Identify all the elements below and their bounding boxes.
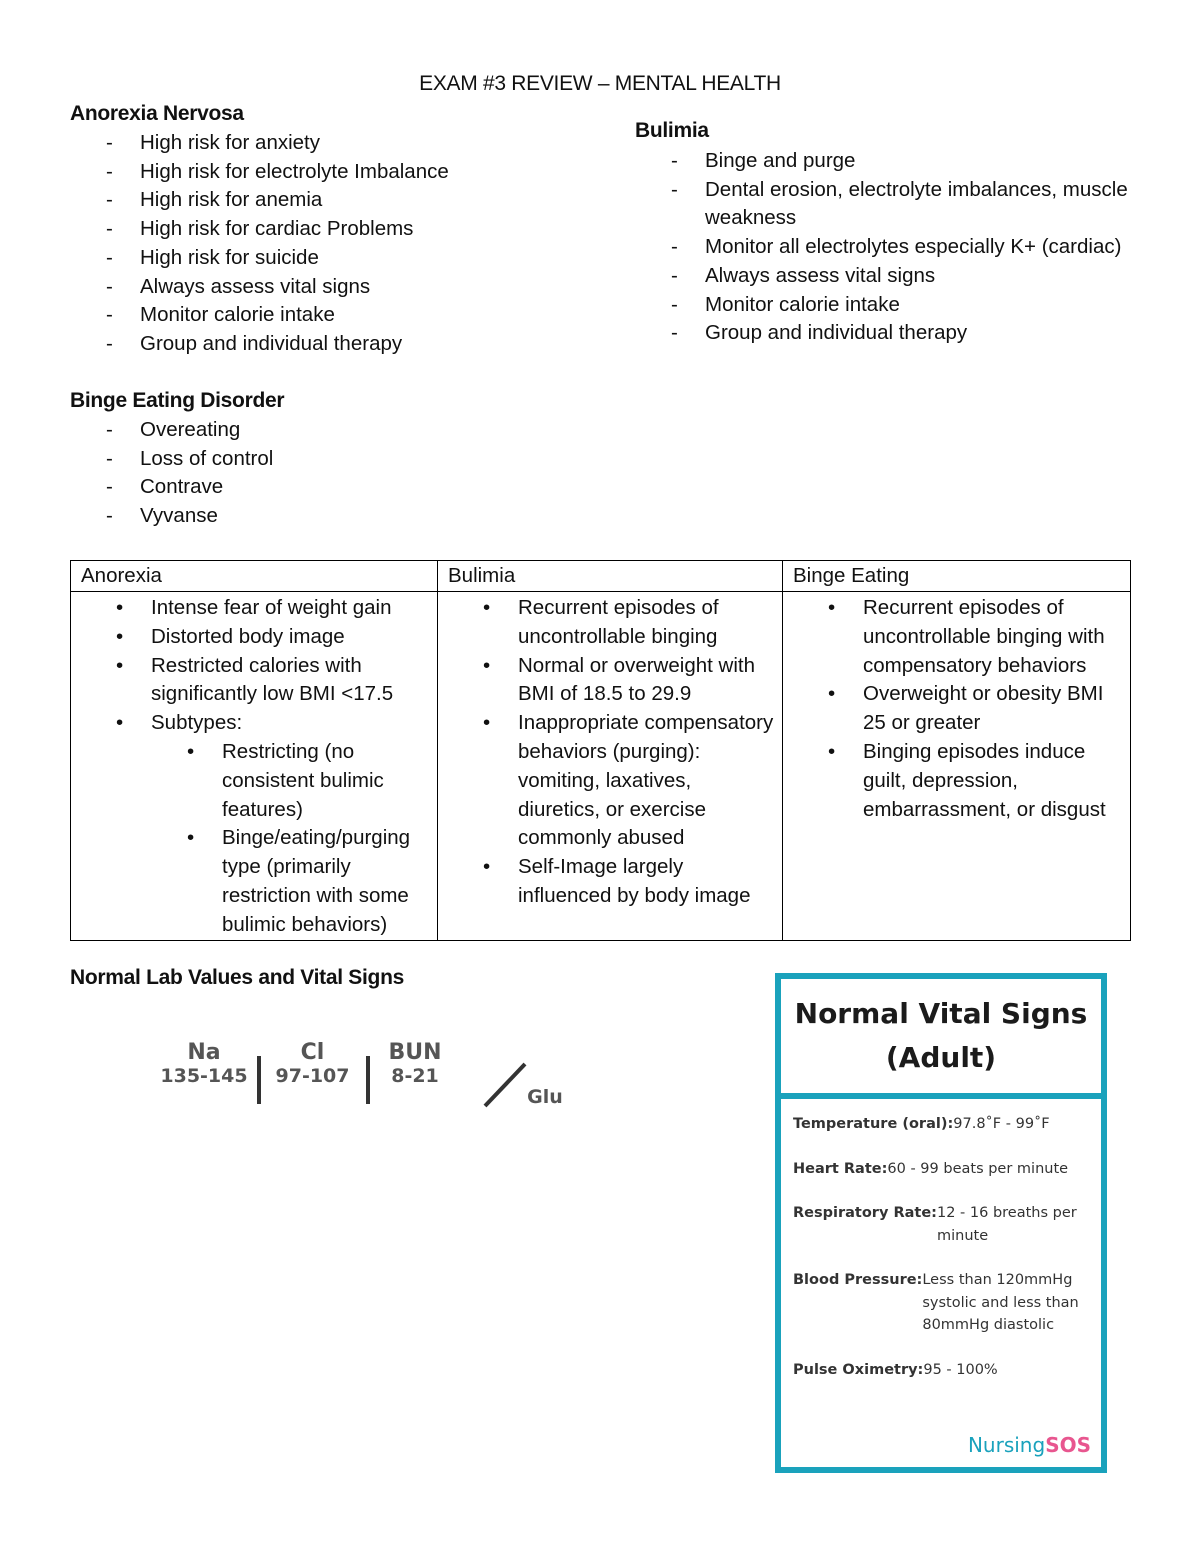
brand-part2: SOS <box>1045 1433 1091 1457</box>
lab-cl <box>265 1040 360 1087</box>
vital-signs-title <box>781 979 1101 1099</box>
vital-value: Less than 120mmHg systolic and less than 80mmHg diastolic <box>922 1272 1079 1333</box>
lab-name: Cl <box>300 1040 325 1065</box>
column-header-bulimia: Bulimia <box>438 561 783 592</box>
list-item <box>71 709 429 939</box>
list-item: • Self-Image largely influenced by body image <box>438 853 774 911</box>
lab-bun <box>380 1040 450 1087</box>
bulimia-list <box>635 147 1155 348</box>
list-item: • Binge/eating/purging type (primarily restriction with some bulimic behaviors) <box>151 824 429 939</box>
bulimia-heading: Bulimia <box>635 119 709 142</box>
list-item: • Restricted calories with significantly low BMI <17.5 <box>71 652 429 710</box>
page-title: EXAM #3 REVIEW – MENTAL HEALTH <box>419 72 781 95</box>
list-item: - Group and individual therapy <box>70 330 610 359</box>
binge-list <box>70 416 610 531</box>
lab-na <box>155 1040 253 1087</box>
vital-signs-list <box>781 1099 1101 1381</box>
list-item: - Group and individual therapy <box>635 319 1155 348</box>
brand-part1: Nursing <box>967 1433 1046 1457</box>
list-item: • Normal or overweight with BMI of 18.5 to 29.9 <box>438 652 774 710</box>
divider <box>366 1056 370 1104</box>
vital-label: Heart Rate: <box>793 1160 888 1177</box>
vital-signs-title-line2: (Adult) <box>885 1041 997 1074</box>
list-item: - Dental erosion, electrolyte imbalances, muscle weakness <box>635 176 1155 233</box>
vital-row-blood-pressure <box>793 1269 1091 1337</box>
list-item: - Binge and purge <box>635 147 1155 176</box>
subtypes-list <box>151 738 429 940</box>
list-item: - Vyvanse <box>70 502 610 531</box>
vital-label: Temperature (oral): <box>793 1116 954 1132</box>
lab-name: Na <box>187 1040 221 1065</box>
vital-label: Blood Pressure: <box>793 1272 923 1288</box>
vital-signs-title-line1: Normal Vital Signs <box>794 997 1088 1030</box>
list-item: • Inappropriate compensatory behaviors (purging): vomiting, laxatives, diuretics, or exercise commonly abused <box>438 709 774 853</box>
vital-row-pulse-oximetry <box>793 1359 1091 1382</box>
list-item: - Monitor calorie intake <box>70 301 610 330</box>
binge-cell <box>783 592 1131 941</box>
column-header-anorexia: Anorexia <box>71 561 438 592</box>
list-item: - Overeating <box>70 416 610 445</box>
lab-values-diagram <box>155 1040 575 1115</box>
anorexia-cell <box>71 592 438 941</box>
binge-heading: Binge Eating Disorder <box>70 389 285 412</box>
bulimia-cell <box>438 592 783 941</box>
vital-row-temperature <box>793 1113 1091 1136</box>
list-item: • Overweight or obesity BMI 25 or greater <box>783 680 1122 738</box>
list-item: - Loss of control <box>70 445 610 474</box>
vital-signs-card <box>775 973 1107 1473</box>
vital-row-respiratory-rate <box>793 1202 1091 1247</box>
lab-range: 8-21 <box>391 1065 439 1087</box>
comparison-table <box>70 560 1131 941</box>
list-item: • Recurrent episodes of uncontrollable binging with compensatory behaviors <box>783 594 1122 680</box>
lab-name: BUN <box>388 1040 442 1065</box>
vital-value: 60 - 99 beats per minute <box>887 1160 1069 1177</box>
subtypes-label: Subtypes: <box>151 711 243 735</box>
list-item: - Contrave <box>70 473 610 502</box>
lab-glu: Glu <box>527 1086 563 1108</box>
list-item: - High risk for anemia <box>70 186 610 215</box>
list-item: - High risk for cardiac Problems <box>70 215 610 244</box>
vital-value: 95 - 100% <box>923 1361 998 1378</box>
anorexia-list <box>70 129 610 359</box>
list-item: • Distorted body image <box>71 623 429 652</box>
lab-range: 97-107 <box>275 1065 350 1087</box>
list-item: - Monitor all electrolytes especially K+ (cardiac) <box>635 233 1155 262</box>
list-item: • Binging episodes induce guilt, depression, embarrassment, or disgust <box>783 738 1122 824</box>
vital-label: Respiratory Rate: <box>793 1205 937 1221</box>
vital-label: Pulse Oximetry: <box>793 1361 924 1378</box>
list-item: - Monitor calorie intake <box>635 291 1155 320</box>
list-item: - Always assess vital signs <box>635 262 1155 291</box>
column-header-binge: Binge Eating <box>783 561 1131 592</box>
divider <box>257 1056 261 1104</box>
vital-row-heart-rate <box>793 1158 1091 1181</box>
labs-heading: Normal Lab Values and Vital Signs <box>70 966 404 989</box>
nursingsos-logo <box>968 1433 1091 1457</box>
table-header-row <box>71 561 1131 592</box>
anorexia-heading: Anorexia Nervosa <box>70 102 244 125</box>
list-item: • Intense fear of weight gain <box>71 594 429 623</box>
list-item: - Always assess vital signs <box>70 273 610 302</box>
list-item: - High risk for anxiety <box>70 129 610 158</box>
vital-value: 12 - 16 breaths per minute <box>936 1205 1077 1244</box>
table-row <box>71 592 1131 941</box>
list-item: • Recurrent episodes of uncontrollable binging <box>438 594 774 652</box>
list-item: - High risk for suicide <box>70 244 610 273</box>
list-item: - High risk for electrolyte Imbalance <box>70 158 610 187</box>
lab-range: 135-145 <box>160 1065 248 1087</box>
list-item: • Restricting (no consistent bulimic features) <box>151 738 429 824</box>
vital-value: 97.8˚F - 99˚F <box>953 1116 1050 1132</box>
